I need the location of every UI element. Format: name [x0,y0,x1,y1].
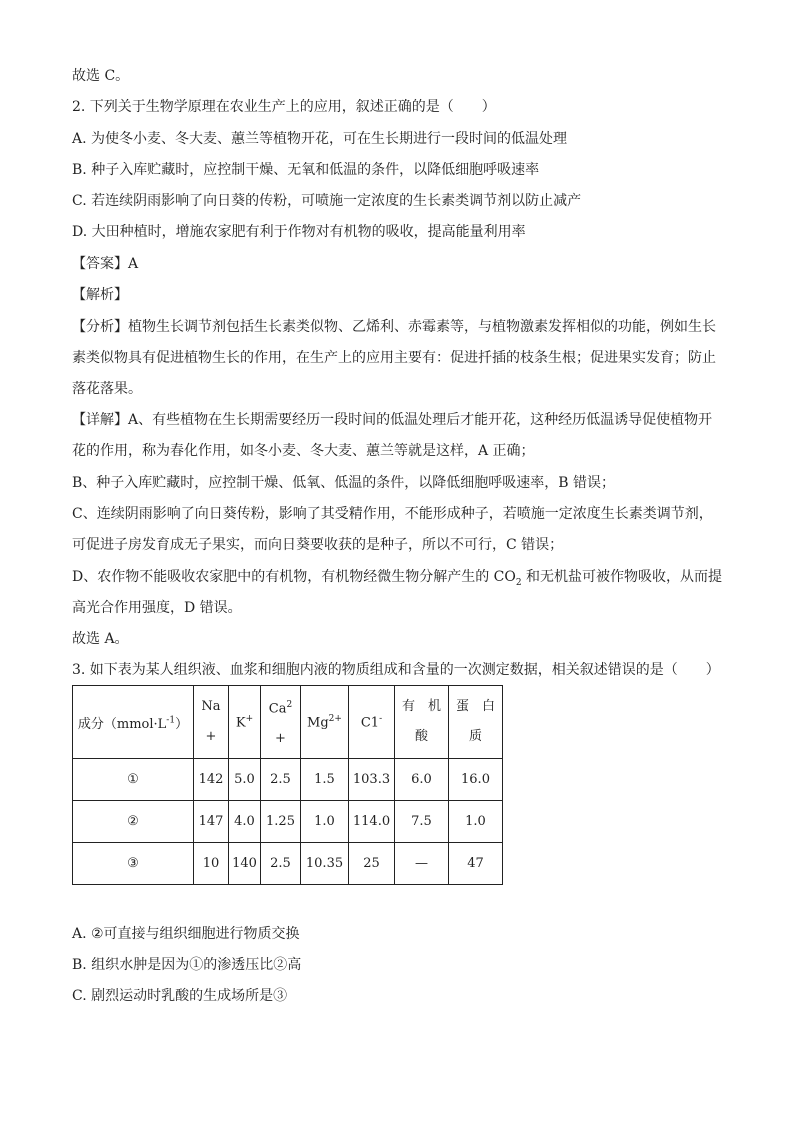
q2-final-answer: 故选 A。 [72,631,129,647]
table-cell: ① [73,759,194,801]
table-cell: 103.3 [349,759,395,801]
table-cell: 7.5 [395,801,449,843]
table-cell: 1.25 [261,801,301,843]
q3-data-table [72,685,503,885]
table-cell: ③ [73,843,194,885]
table-cell: 10 [194,843,229,885]
table-cell: 140 [229,843,261,885]
q2-fenxi-line-3: 落花落果。 [72,381,142,397]
q3-stem: 3. 如下表为某人组织液、血浆和细胞内液的物质组成和含量的一次测定数据，相关叙述错误的是（ ） [72,662,720,678]
header-k: K+ [229,686,261,759]
q2-option-a: A. 为使冬小麦、冬大麦、蕙兰等植物开花，可在生长期进行一段时间的低温处理 [72,131,568,147]
table-cell: 2.5 [261,843,301,885]
co2-subscript: 2 [515,577,522,588]
table-cell: 142 [194,759,229,801]
header-na: Na + [194,686,229,759]
q2-xiangjie-line-2: 花的作用，称为春化作用，如冬小麦、冬大麦、蕙兰等就是这样，A 正确； [72,443,535,459]
table-header-row [73,686,503,759]
table-cell: ② [73,801,194,843]
table-cell: 147 [194,801,229,843]
q2-stem: 2. 下列关于生物学原理在农业生产上的应用，叙述正确的是（ ） [72,99,496,115]
table-cell: 1.0 [449,801,503,843]
table-cell: — [395,843,449,885]
d-text-pre: D、农作物不能吸收农家肥中的有机物，有机物经微生物分解产生的 CO [72,569,516,585]
previous-answer: 故选 C。 [72,68,130,84]
q2-xiangjie-line-5: 可促进子房发育成无子果实，而向日葵要收获的是种子，所以不可行，C 错误； [72,537,564,553]
q2-xiangjie-line-3: B、种子入库贮藏时，应控制干燥、低氧、低温的条件，以降低细胞呼吸速率，B 错误； [72,475,616,491]
table-cell: 1.0 [301,801,349,843]
q2-xiangjie-d-line-2: 高光合作用强度，D 错误。 [72,600,242,616]
table-cell: 10.35 [301,843,349,885]
header-mg: $Mg^{2+}$ [301,686,349,759]
header-ca: $Ca^2$ + [261,686,301,759]
q2-option-b: B. 种子入库贮藏时，应控制干燥、无氧和低温的条件，以降低细胞呼吸速率 [72,162,540,178]
q2-analysis-label: 【解析】 [72,287,128,303]
q2-xiangjie-line-1: 【详解】A、有些植物在生长期需要经历一段时间的低温处理后才能开花，这种经历低温诱导促使植物开 [72,412,713,428]
d-text-post: 和无机盐可被作物吸收，从而提 [521,569,723,585]
q2-xiangjie-d-line-1 [72,567,722,587]
table-row [73,759,503,801]
table-cell: 25 [349,843,395,885]
table-cell: 5.0 [229,759,261,801]
q2-fenxi-line-2: 素类似物具有促进植物生长的作用，在生产上的应用主要有：促进扦插的枝条生根；促进果实发育；防止 [72,350,716,366]
header-component: 成分$(mmol\cdot L^{-1})$ [73,686,194,759]
table-cell: 1.5 [301,759,349,801]
table-cell: 4.0 [229,801,261,843]
q3-option-b: B. 组织水肿是因为①的渗透压比②高 [72,957,302,973]
table-cell: 16.0 [449,759,503,801]
q3-option-c: C. 剧烈运动时乳酸的生成场所是③ [72,988,288,1004]
table-row [73,801,503,843]
table-cell: 114.0 [349,801,395,843]
q2-xiangjie-line-4: C、连续阴雨影响了向日葵传粉，影响了其受精作用，不能形成种子，若喷施一定浓度生长素类调节剂， [72,506,713,522]
q2-option-d: D. 大田种植时，增施农家肥有利于作物对有机物的吸收，提高能量利用率 [72,224,526,240]
table-cell: 2.5 [261,759,301,801]
table-cell: 6.0 [395,759,449,801]
header-organic-acid: 有 机 酸 [395,686,449,759]
table-row [73,843,503,885]
q3-option-a: A. ②可直接与组织细胞进行物质交换 [72,926,300,942]
q2-fenxi-line-1: 【分析】植物生长调节剂包括生长素类似物、乙烯利、赤霉素等，与植物激素发挥相似的功能，例如生长 [72,319,716,335]
header-cl: C1- [349,686,395,759]
q2-answer: 【答案】A [72,256,139,272]
q2-option-c: C. 若连续阴雨影响了向日葵的传粉，可喷施一定浓度的生长素类调节剂以防止减产 [72,193,582,209]
table-cell: 47 [449,843,503,885]
header-protein: 蛋 白 质 [449,686,503,759]
